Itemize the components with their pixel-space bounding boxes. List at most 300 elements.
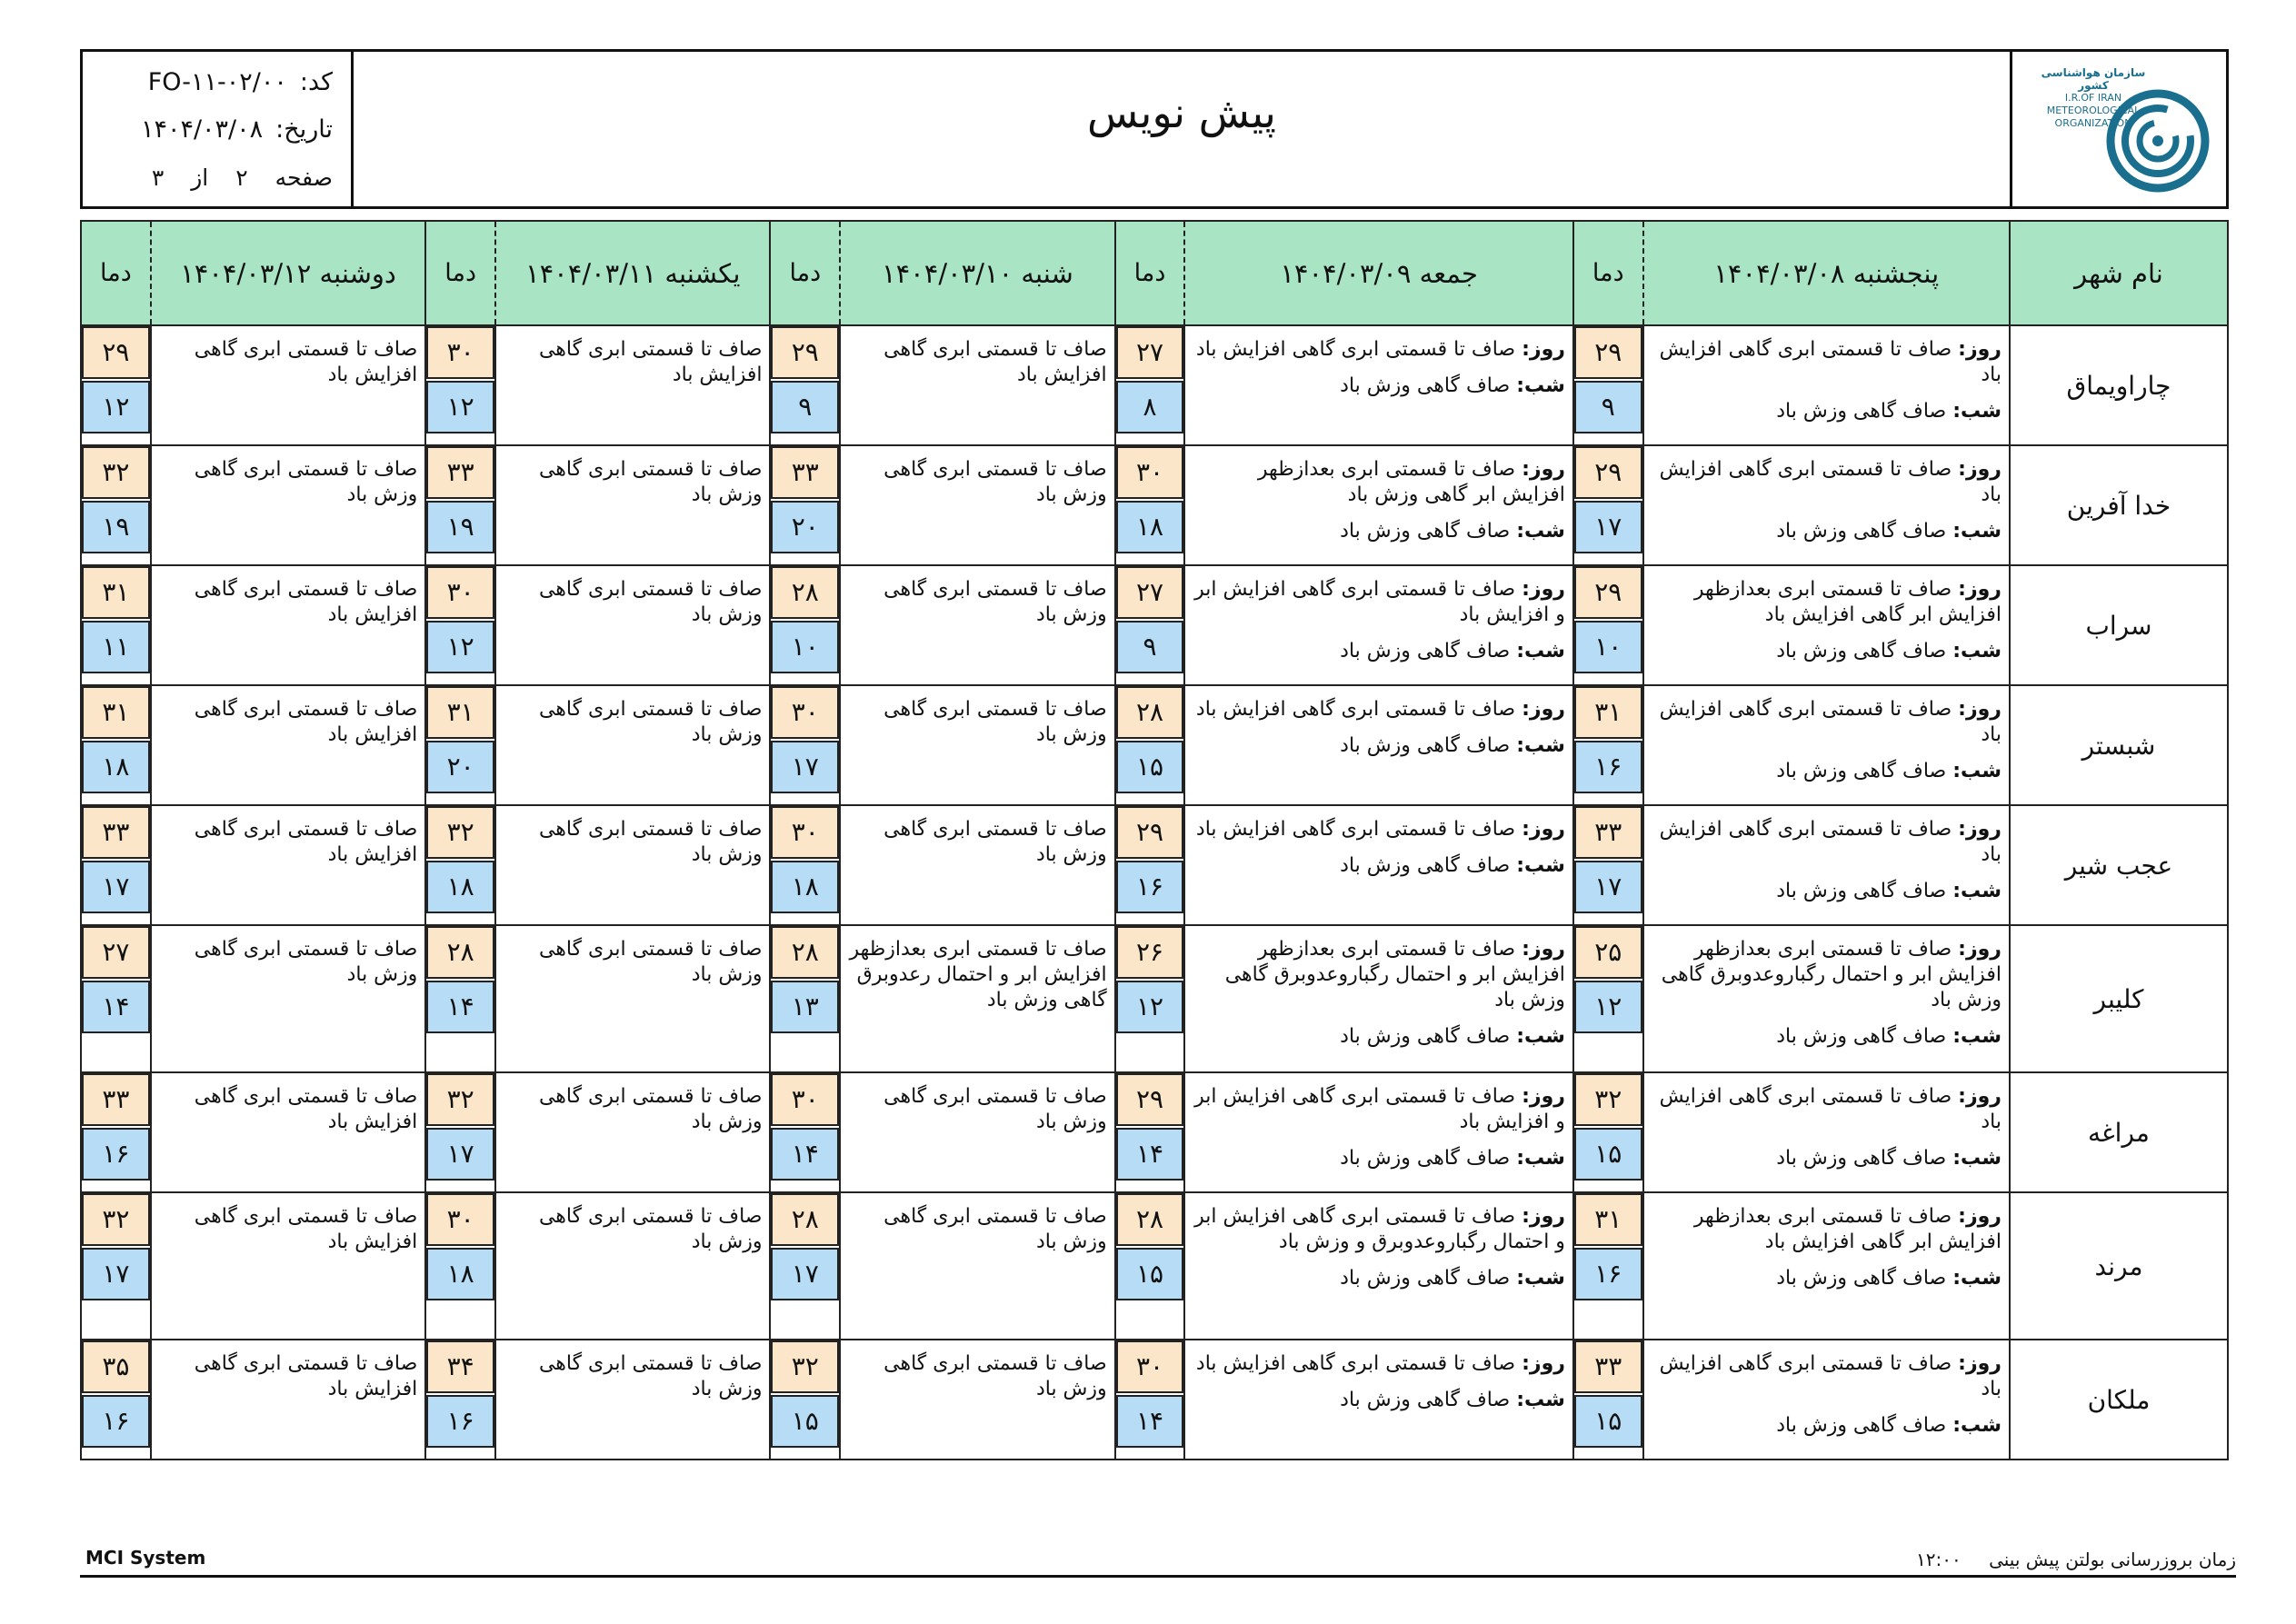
night-text: صاف گاهی وزش باد [1340, 1025, 1511, 1048]
min-temp: ۲۰ [771, 501, 839, 553]
night-label: شب: [1952, 520, 2002, 543]
max-temp: ۳۳ [82, 806, 150, 859]
min-temp: ۱۷ [82, 861, 150, 913]
forecast-cell [495, 1192, 771, 1340]
temp-cell [770, 445, 840, 565]
forecast-text: صاف تا قسمتی ابری گاهی وزش باد [194, 938, 418, 986]
day-text: صاف تا قسمتی ابری بعدازظهر افزایش ابر گاهی افزایش باد [1693, 1205, 2002, 1253]
max-temp: ۲۹ [1574, 566, 1642, 619]
day-column-header: شنبه ۱۴۰۴/۰۳/۱۰ [840, 221, 1115, 325]
max-temp: ۲۷ [1116, 566, 1184, 619]
min-temp: ۱۷ [82, 1248, 150, 1300]
day-forecast [1660, 818, 2002, 866]
temp-cell [1115, 1072, 1185, 1192]
min-temp: ۲۰ [426, 741, 494, 793]
forecast-text: صاف تا قسمتی ابری گاهی وزش باد [883, 818, 1107, 866]
forecast-text: صاف تا قسمتی ابری گاهی وزش باد [538, 578, 763, 626]
max-temp: ۲۸ [1116, 1193, 1184, 1246]
night-forecast [1652, 759, 2002, 784]
forecast-cell [840, 1340, 1115, 1460]
forecast-text: صاف تا قسمتی ابری گاهی وزش باد [883, 698, 1107, 746]
forecast-cell [151, 1072, 426, 1192]
temp-cell [1573, 1072, 1643, 1192]
night-label: شب: [1516, 1389, 1565, 1411]
temp-cell [1115, 1192, 1185, 1340]
day-label: روز: [1958, 938, 2002, 961]
forecast-text: صاف تا قسمتی ابری گاهی وزش باد [194, 458, 418, 506]
night-text: صاف گاهی وزش باد [1340, 1267, 1511, 1290]
max-temp: ۳۰ [426, 1193, 494, 1246]
min-temp: ۱۵ [1116, 741, 1184, 793]
forecast-text: صاف تا قسمتی ابری گاهی افزایش باد [194, 698, 418, 746]
min-temp: ۱۱ [82, 621, 150, 673]
night-label: شب: [1952, 1147, 2002, 1170]
table-row [81, 325, 2228, 445]
temp-cell [81, 1072, 151, 1192]
max-temp: ۲۹ [1574, 446, 1642, 499]
forecast-cell [1643, 1192, 2010, 1340]
page-line [152, 164, 333, 191]
day-forecast [1225, 938, 1565, 1011]
min-temp: ۱۲ [82, 381, 150, 433]
forecast-cell [495, 685, 771, 805]
logo-text-fa: سازمان هواشناسی کشور [2041, 66, 2146, 92]
forecast-cell [1643, 325, 2010, 445]
city-name: ملکان [2010, 1340, 2228, 1460]
night-label: شب: [1952, 760, 2002, 782]
logo-text-en-2: METEOROLOGICAL [2046, 105, 2141, 116]
max-temp: ۳۲ [82, 1193, 150, 1246]
forecast-text: صاف تا قسمتی ابری گاهی افزایش باد [194, 818, 418, 866]
temp-cell [770, 805, 840, 925]
forecast-text: صاف تا قسمتی ابری گاهی افزایش باد [538, 338, 763, 386]
temp-cell [770, 925, 840, 1072]
night-forecast [1652, 879, 2002, 904]
night-label: شب: [1516, 854, 1565, 877]
night-label: شب: [1952, 640, 2002, 663]
min-temp: ۱۵ [771, 1395, 839, 1448]
forecast-cell [495, 325, 771, 445]
temp-cell [425, 1072, 495, 1192]
night-forecast [1652, 1146, 2002, 1171]
table-row [81, 1340, 2228, 1460]
city-name: چاراویماق [2010, 325, 2228, 445]
table-row [81, 565, 2228, 685]
temp-cell [770, 1192, 840, 1340]
max-temp: ۳۲ [82, 446, 150, 499]
logo-text-en-1: I.R.OF IRAN [2064, 92, 2122, 104]
update-time: ۱۲:۰۰ [1916, 1549, 1962, 1570]
day-forecast [1660, 338, 2002, 386]
day-label: روز: [1522, 698, 1565, 721]
table-row [81, 805, 2228, 925]
temp-cell [425, 1340, 495, 1460]
max-temp: ۳۰ [771, 806, 839, 859]
forecast-text: صاف تا قسمتی ابری گاهی وزش باد [883, 1085, 1107, 1133]
temp-cell [1573, 1340, 1643, 1460]
temp-cell [1573, 685, 1643, 805]
min-temp: ۹ [1116, 621, 1184, 673]
day-label: روز: [1522, 1352, 1565, 1375]
code-label: کد: [299, 68, 333, 96]
night-forecast [1652, 399, 2002, 424]
night-forecast [1652, 1413, 2002, 1439]
temp-column-header: دما [1573, 221, 1643, 325]
table-row [81, 925, 2228, 1072]
day-forecast [1196, 698, 1565, 721]
night-forecast [1193, 639, 1565, 664]
forecast-cell [840, 445, 1115, 565]
night-text: صاف گاهی وزش باد [1340, 374, 1511, 397]
night-forecast [1652, 1024, 2002, 1050]
max-temp: ۳۳ [1574, 1340, 1642, 1393]
day-label: روز: [1522, 1085, 1565, 1108]
max-temp: ۲۸ [771, 566, 839, 619]
temp-cell [1115, 685, 1185, 805]
min-temp: ۱۸ [1116, 501, 1184, 553]
max-temp: ۳۰ [426, 566, 494, 619]
max-temp: ۲۶ [1116, 926, 1184, 979]
temp-cell [425, 925, 495, 1072]
day-forecast [1662, 938, 2002, 1011]
forecast-cell [1184, 445, 1573, 565]
day-forecast [1660, 1085, 2002, 1133]
max-temp: ۳۲ [1574, 1073, 1642, 1126]
city-name: خدا آفرین [2010, 445, 2228, 565]
temp-cell [425, 325, 495, 445]
max-temp: ۲۸ [1116, 686, 1184, 739]
night-text: صاف گاهی وزش باد [1340, 854, 1511, 877]
night-forecast [1193, 374, 1565, 399]
forecast-cell [1643, 685, 2010, 805]
day-column-header: جمعه ۱۴۰۴/۰۳/۰۹ [1184, 221, 1573, 325]
forecast-text: صاف تا قسمتی ابری گاهی وزش باد [883, 458, 1107, 506]
temp-cell [81, 445, 151, 565]
day-forecast [1196, 338, 1565, 361]
temp-cell [81, 805, 151, 925]
code-line [148, 68, 333, 96]
min-temp: ۸ [1116, 381, 1184, 433]
max-temp: ۳۱ [82, 686, 150, 739]
forecast-text: صاف تا قسمتی ابری گاهی وزش باد [538, 1085, 763, 1133]
max-temp: ۳۳ [771, 446, 839, 499]
forecast-text: صاف تا قسمتی ابری گاهی وزش باد [538, 458, 763, 506]
day-label: روز: [1522, 458, 1565, 481]
night-forecast [1193, 733, 1565, 759]
day-forecast [1694, 578, 2002, 626]
day-forecast [1196, 1352, 1565, 1375]
min-temp: ۹ [771, 381, 839, 433]
page-of: از [191, 164, 209, 191]
max-temp: ۳۳ [1574, 806, 1642, 859]
city-name: کلیبر [2010, 925, 2228, 1072]
max-temp: ۲۸ [771, 926, 839, 979]
day-label: روز: [1958, 698, 2002, 721]
day-forecast [1194, 1205, 1565, 1253]
date-line [141, 115, 333, 144]
max-temp: ۳۰ [1116, 446, 1184, 499]
forecast-cell [495, 565, 771, 685]
min-temp: ۱۵ [1574, 1128, 1642, 1181]
max-temp: ۲۹ [82, 326, 150, 379]
min-temp: ۱۷ [426, 1128, 494, 1181]
night-forecast [1193, 1024, 1565, 1050]
day-label: روز: [1522, 818, 1565, 841]
day-label: روز: [1958, 338, 2002, 361]
night-text: صاف گاهی وزش باد [1776, 400, 1947, 423]
min-temp: ۱۰ [771, 621, 839, 673]
forecast-cell [840, 805, 1115, 925]
max-temp: ۳۱ [1574, 686, 1642, 739]
temp-cell [1573, 925, 1643, 1072]
temp-cell [1115, 925, 1185, 1072]
city-name: مراغه [2010, 1072, 2228, 1192]
day-column-header: پنجشنبه ۱۴۰۴/۰۳/۰۸ [1643, 221, 2010, 325]
day-text: صاف تا قسمتی ابری گاهی افزایش باد [1659, 338, 2002, 386]
day-text: صاف تا قسمتی ابری گاهی افزایش ابر و احتمال رگباروعدوبرق و وزش باد [1194, 1205, 1565, 1253]
night-text: صاف گاهی وزش باد [1776, 760, 1947, 782]
forecast-text: صاف تا قسمتی ابری گاهی افزایش باد [194, 1085, 418, 1133]
forecast-cell [151, 325, 426, 445]
forecast-text: صاف تا قسمتی ابری بعدازظهر افزایش ابر و احتمال رعدوبرق گاهی وزش باد [849, 938, 1107, 1011]
min-temp: ۱۲ [1116, 981, 1184, 1033]
forecast-table [80, 220, 2229, 1460]
day-label: روز: [1522, 938, 1565, 961]
day-forecast [1258, 458, 1565, 506]
forecast-cell [151, 445, 426, 565]
night-text: صاف گاهی وزش باد [1776, 1267, 1947, 1290]
temp-cell [425, 565, 495, 685]
forecast-cell [840, 1192, 1115, 1340]
day-label: روز: [1522, 338, 1565, 361]
temp-cell [81, 325, 151, 445]
day-text: صاف تا قسمتی ابری گاهی افزایش باد [1195, 338, 1516, 361]
table-body [81, 325, 2228, 1460]
day-text: صاف تا قسمتی ابری بعدازظهر افزایش ابر و احتمال رگباروعدوبرق گاهی وزش باد [1661, 938, 2002, 1011]
min-temp: ۱۶ [1574, 741, 1642, 793]
day-forecast [1694, 1205, 2002, 1253]
temp-cell [81, 1192, 151, 1340]
day-forecast [1194, 1085, 1565, 1133]
temp-cell [770, 1340, 840, 1460]
forecast-text: صاف تا قسمتی ابری گاهی وزش باد [883, 1205, 1107, 1253]
forecast-text: صاف تا قسمتی ابری گاهی وزش باد [538, 1352, 763, 1400]
forecast-cell [1184, 565, 1573, 685]
forecast-cell [151, 565, 426, 685]
night-forecast [1193, 1266, 1565, 1291]
forecast-text: صاف تا قسمتی ابری گاهی وزش باد [538, 1205, 763, 1253]
table-header-row [81, 221, 2228, 325]
temp-cell [1573, 565, 1643, 685]
forecast-cell [840, 925, 1115, 1072]
day-text: صاف تا قسمتی ابری بعدازظهر افزایش ابر گاهی وزش باد [1257, 458, 1565, 506]
forecast-cell [1643, 1340, 2010, 1460]
temp-cell [425, 685, 495, 805]
temp-cell [1115, 805, 1185, 925]
max-temp: ۲۸ [771, 1193, 839, 1246]
temp-cell [81, 1340, 151, 1460]
night-label: شب: [1952, 400, 2002, 423]
forecast-cell [1184, 685, 1573, 805]
table-row [81, 445, 2228, 565]
logo-text-en-3: ORGANIZATION [2054, 117, 2132, 129]
night-forecast [1652, 639, 2002, 664]
night-text: صاف گاهی وزش باد [1340, 1147, 1511, 1170]
day-label: روز: [1958, 818, 2002, 841]
forecast-text: صاف تا قسمتی ابری گاهی وزش باد [538, 698, 763, 746]
night-forecast [1652, 519, 2002, 544]
day-label: روز: [1958, 1352, 2002, 1375]
day-forecast [1194, 578, 1565, 626]
date-value: ۱۴۰۴/۰۳/۰۸ [140, 115, 264, 144]
max-temp: ۳۰ [771, 1073, 839, 1126]
day-text: صاف تا قسمتی ابری گاهی افزایش ابر و افزایش باد [1194, 1085, 1565, 1133]
max-temp: ۳۴ [426, 1340, 494, 1393]
min-temp: ۱۸ [426, 861, 494, 913]
day-text: صاف تا قسمتی ابری بعدازظهر افزایش ابر گاهی افزایش باد [1693, 578, 2002, 626]
max-temp: ۲۹ [1574, 326, 1642, 379]
night-label: شب: [1516, 640, 1565, 663]
forecast-cell [151, 925, 426, 1072]
night-text: صاف گاهی وزش باد [1776, 1414, 1947, 1437]
day-text: صاف تا قسمتی ابری گاهی افزایش باد [1659, 458, 2002, 506]
table-row [81, 1072, 2228, 1192]
city-name: سراب [2010, 565, 2228, 685]
city-name: عجب شیر [2010, 805, 2228, 925]
temp-cell [770, 325, 840, 445]
temp-cell [81, 685, 151, 805]
forecast-text: صاف تا قسمتی ابری گاهی افزایش باد [194, 338, 418, 386]
day-forecast [1660, 698, 2002, 746]
temp-cell [81, 565, 151, 685]
min-temp: ۱۷ [771, 1248, 839, 1300]
day-forecast [1660, 458, 2002, 506]
footer-divider [80, 1575, 2236, 1578]
forecast-cell [1184, 1192, 1573, 1340]
night-text: صاف گاهی وزش باد [1340, 520, 1511, 543]
night-forecast [1652, 1266, 2002, 1291]
min-temp: ۱۴ [1116, 1128, 1184, 1181]
min-temp: ۱۹ [82, 501, 150, 553]
temp-cell [1115, 325, 1185, 445]
temp-column-header: دما [770, 221, 840, 325]
max-temp: ۳۲ [771, 1340, 839, 1393]
night-text: صاف گاهی وزش باد [1340, 1389, 1511, 1411]
min-temp: ۱۲ [426, 381, 494, 433]
forecast-cell [495, 925, 771, 1072]
temp-column-header: دما [1115, 221, 1185, 325]
night-forecast [1193, 1146, 1565, 1171]
temp-cell [1115, 1340, 1185, 1460]
document-header [80, 49, 2229, 209]
forecast-cell [1643, 1072, 2010, 1192]
day-forecast [1196, 818, 1565, 841]
max-temp: ۲۹ [771, 326, 839, 379]
forecast-cell [840, 325, 1115, 445]
max-temp: ۳۱ [1574, 1193, 1642, 1246]
temp-cell [1115, 565, 1185, 685]
temp-cell [425, 805, 495, 925]
min-temp: ۹ [1574, 381, 1642, 433]
min-temp: ۱۶ [82, 1128, 150, 1181]
forecast-cell [1184, 1072, 1573, 1192]
day-label: روز: [1522, 578, 1565, 601]
temp-cell [770, 1072, 840, 1192]
min-temp: ۱۸ [771, 861, 839, 913]
temp-cell [1573, 325, 1643, 445]
night-forecast [1193, 1388, 1565, 1413]
forecast-text: صاف تا قسمتی ابری گاهی افزایش باد [883, 338, 1107, 386]
city-name: شبستر [2010, 685, 2228, 805]
day-label: روز: [1958, 578, 2002, 601]
max-temp: ۲۸ [426, 926, 494, 979]
day-forecast [1660, 1352, 2002, 1400]
min-temp: ۱۵ [1574, 1395, 1642, 1448]
temp-cell [1573, 1192, 1643, 1340]
min-temp: ۱۶ [1116, 861, 1184, 913]
min-temp: ۱۸ [426, 1248, 494, 1300]
max-temp: ۲۹ [1116, 806, 1184, 859]
temp-column-header: دما [81, 221, 151, 325]
max-temp: ۳۳ [82, 1073, 150, 1126]
forecast-cell [1184, 1340, 1573, 1460]
min-temp: ۱۵ [1116, 1248, 1184, 1300]
min-temp: ۱۰ [1574, 621, 1642, 673]
min-temp: ۱۴ [771, 1128, 839, 1181]
max-temp: ۲۵ [1574, 926, 1642, 979]
min-temp: ۱۴ [426, 981, 494, 1033]
day-label: روز: [1958, 1205, 2002, 1228]
night-label: شب: [1952, 1414, 2002, 1437]
min-temp: ۱۳ [771, 981, 839, 1033]
night-forecast [1193, 853, 1565, 879]
table-row [81, 685, 2228, 805]
temp-column-header: دما [425, 221, 495, 325]
logo [2010, 52, 2226, 206]
page-label: صفحه [275, 164, 333, 191]
forecast-cell [840, 1072, 1115, 1192]
max-temp: ۲۷ [1116, 326, 1184, 379]
night-label: شب: [1952, 880, 2002, 902]
min-temp: ۱۷ [1574, 861, 1642, 913]
forecast-cell [1643, 445, 2010, 565]
night-text: صاف گاهی وزش باد [1776, 520, 1947, 543]
max-temp: ۳۲ [426, 806, 494, 859]
day-text: صاف تا قسمتی ابری گاهی افزایش باد [1195, 1352, 1516, 1375]
max-temp: ۳۰ [1116, 1340, 1184, 1393]
forecast-cell [1643, 805, 2010, 925]
day-text: صاف تا قسمتی ابری گاهی افزایش باد [1195, 818, 1516, 841]
max-temp: ۳۲ [426, 1073, 494, 1126]
night-text: صاف گاهی وزش باد [1340, 640, 1511, 663]
forecast-text: صاف تا قسمتی ابری گاهی وزش باد [883, 578, 1107, 626]
night-text: صاف گاهی وزش باد [1776, 640, 1947, 663]
night-label: شب: [1516, 374, 1565, 397]
update-label: زمان بروزرسانی بولتن پیش بینی [1989, 1549, 2236, 1570]
forecast-cell [495, 1340, 771, 1460]
night-label: شب: [1516, 734, 1565, 757]
max-temp: ۳۰ [771, 686, 839, 739]
temp-cell [770, 685, 840, 805]
forecast-cell [495, 1072, 771, 1192]
max-temp: ۲۹ [1116, 1073, 1184, 1126]
forecast-cell [1643, 565, 2010, 685]
day-label: روز: [1522, 1205, 1565, 1228]
forecast-text: صاف تا قسمتی ابری گاهی افزایش باد [194, 1205, 418, 1253]
min-temp: ۱۶ [82, 1395, 150, 1448]
forecast-text: صاف تا قسمتی ابری گاهی وزش باد [538, 938, 763, 986]
temp-cell [1573, 445, 1643, 565]
